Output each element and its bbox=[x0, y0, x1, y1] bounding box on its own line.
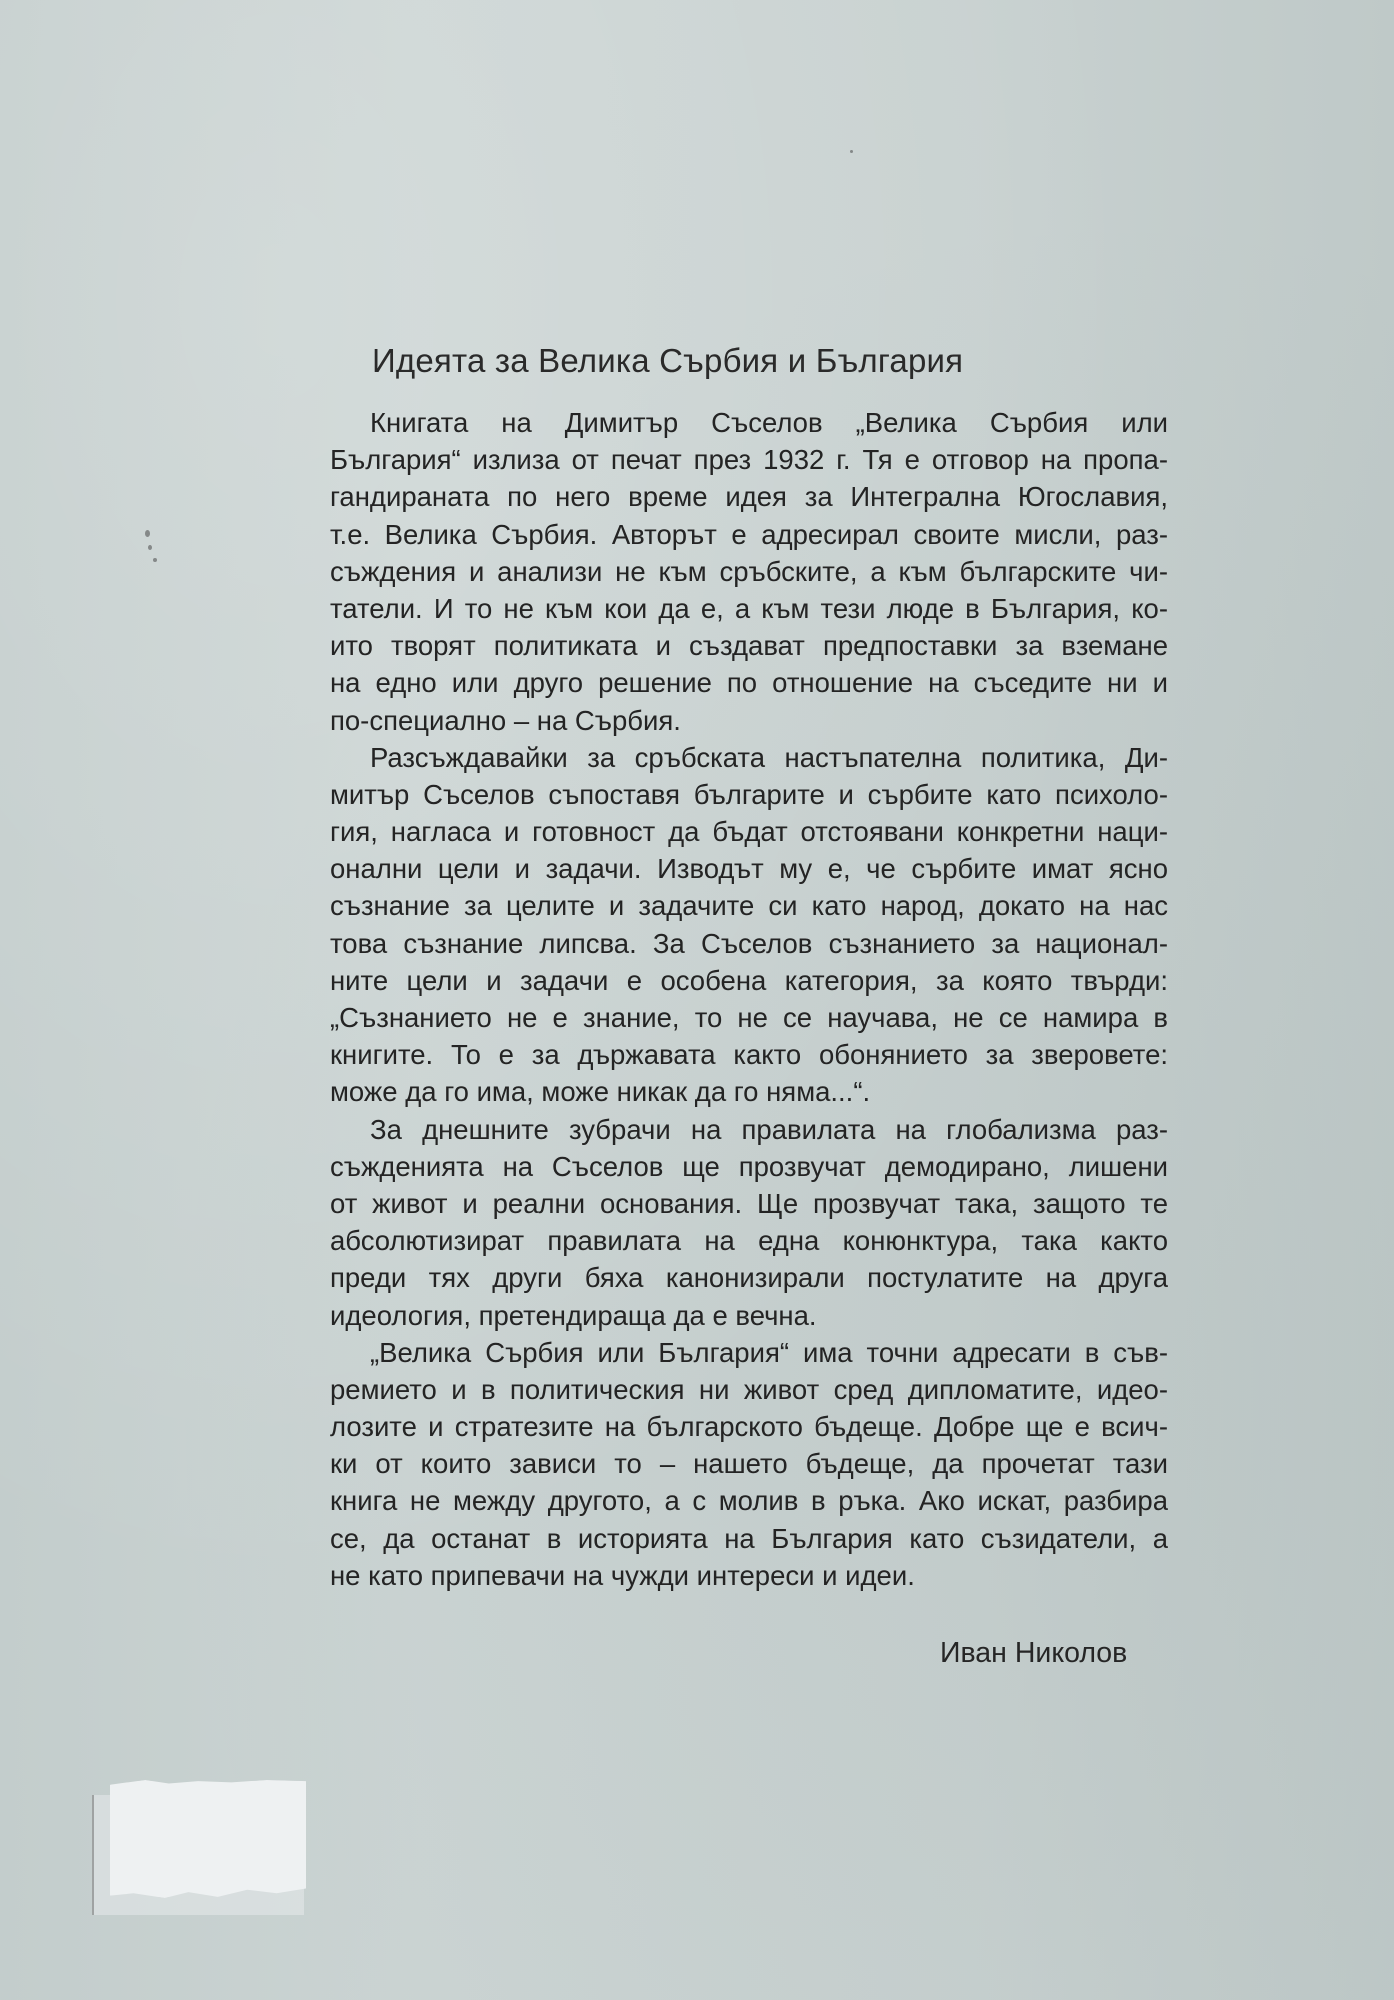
dust-speck bbox=[850, 150, 853, 153]
text-line: може да го има, може никак да го няма...“. bbox=[330, 1076, 871, 1108]
text-line: ито творят политиката и създават предпоставки за вземане bbox=[330, 630, 1168, 662]
text-line: За днешните зубрачи на правилата на глобализма раз- bbox=[370, 1113, 1168, 1145]
text-line: ки от които зависи то – нашето бъдеще, да прочетат тази bbox=[330, 1448, 1168, 1480]
text-line: „Велика Сърбия или България“ има точни адресати в съв- bbox=[370, 1336, 1168, 1368]
paragraph bbox=[330, 404, 1168, 739]
text-line: „Съзнанието не е знание, то не се научава, не се намира в bbox=[330, 1002, 1168, 1033]
text-line: т.е. Велика Сърбия. Авторът е адресирал своите мисли, раз- bbox=[330, 518, 1168, 550]
text-line: се, да останат в историята на България като съзидатели, а bbox=[330, 1522, 1168, 1554]
text-line: татели. И то не към кои да е, а към тези люде в България, ко- bbox=[330, 592, 1168, 624]
dust-speck bbox=[145, 530, 150, 537]
text-line: това съзнание липсва. За Съселов съзнанието за национал- bbox=[330, 927, 1168, 959]
cover-title: Идеята за Велика Сърбия и България bbox=[372, 342, 964, 379]
text-line: от живот и реални основания. Ще прозвучат така, защото те bbox=[330, 1187, 1168, 1219]
paragraph bbox=[330, 1334, 1168, 1594]
text-line: книга не между другото, а с молив в ръка. Ако искат, разбира bbox=[330, 1485, 1168, 1517]
paragraph bbox=[330, 1111, 1168, 1334]
text-line: абсолютизират правилата на една конюнктура, така както bbox=[330, 1225, 1168, 1257]
text-line: България“ излиза от печат през 1932 г. Тя е отговор на пропа- bbox=[330, 444, 1168, 476]
text-line: ремието и в политическия ни живот сред дипломатите, идео- bbox=[330, 1373, 1168, 1405]
text-line: по-специално – на Сърбия. bbox=[330, 704, 681, 736]
text-line: Разсъждавайки за сръбската настъпателна политика, Ди- bbox=[370, 741, 1168, 773]
text-line: съждения и анализи не към сръбските, а към българските чи- bbox=[330, 555, 1168, 587]
cover-body-text bbox=[330, 404, 1168, 1594]
text-line: съзнание за целите и задачите си като народ, докато на нас bbox=[330, 890, 1168, 922]
torn-price-sticker bbox=[110, 1780, 306, 1898]
dust-speck bbox=[153, 558, 157, 562]
text-line: онални цели и задачи. Изводът му е, че сърбите имат ясно bbox=[330, 853, 1168, 885]
text-line: не като припевачи на чужди интереси и идеи. bbox=[330, 1559, 915, 1591]
text-line: гия, нагласа и готовност да бъдат отстоявани конкретни наци- bbox=[330, 816, 1168, 848]
text-line: гандираната по него време идея за Интегрална Югославия, bbox=[330, 481, 1168, 513]
paragraph bbox=[330, 739, 1168, 1111]
dust-speck bbox=[148, 545, 152, 550]
text-line: преди тях други бяха канонизирали постулатите на друга bbox=[330, 1262, 1168, 1294]
text-line: митър Съселов съпоставя българите и сърбите като психоло- bbox=[330, 778, 1168, 810]
text-line: книгите. То е за държавата както обонянието за зверовете: bbox=[330, 1039, 1168, 1071]
text-line: съжденията на Съселов ще прозвучат демодирано, лишени bbox=[330, 1150, 1168, 1182]
text-line: на едно или друго решение по отношение на съседите ни и bbox=[330, 667, 1168, 699]
text-line: лозите и стратезите на българското бъдеще. Добре ще е всич- bbox=[330, 1411, 1168, 1443]
author-signature: Иван Николов bbox=[940, 1637, 1128, 1669]
text-line: ните цели и задачи е особена категория, за която твърди: bbox=[330, 964, 1168, 996]
text-line: идеология, претендираща да е вечна. bbox=[330, 1299, 817, 1331]
text-line: Книгата на Димитър Съселов „Велика Сърбия или bbox=[370, 407, 1168, 438]
